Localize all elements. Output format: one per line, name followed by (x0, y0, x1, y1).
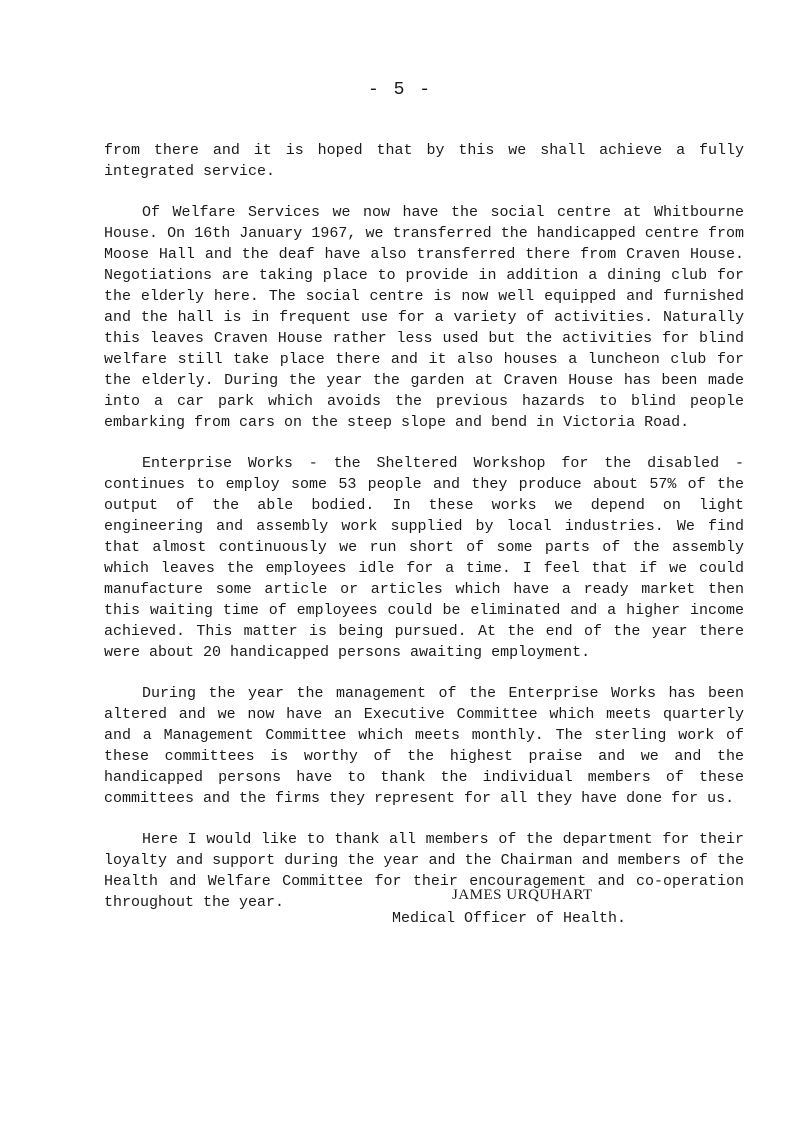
paragraph-welfare-services: Of Welfare Services we now have the social centre at Whitbourne House. On 16th January 1967, we transferred the handicapped centre from Moose Hall and the deaf have also transferred there from Craven House. Negotiations are taking place to provide in addition a dining club for the elderly here. The social centre is now well equipped and furnished and the hall is in frequent use for a variety of activities. Naturally this leaves Craven House rather less used but the activities for blind welfare still take place there and it also houses a luncheon club for the elderly. During the year the garden at Craven House has been made into a car park which avoids the previous hazards to blind people embarking from cars on the steep slope and bend in Victoria Road. (104, 204, 744, 431)
paragraph-thanks: Here I would like to thank all members of the department for their loyalty and support during the year and the Chairman and members of the Health and Welfare Committee for their encouragement and co-operation throughout the year. (104, 831, 744, 911)
page-number: - 5 - (367, 80, 432, 100)
paragraph-management: During the year the management of the Enterprise Works has been altered and we now have an Executive Committee which meets quarterly and a Management Committee which meets monthly. The sterling work of these committees is worthy of the highest praise and we and the handicapped persons have to thank the individual members of these committees and the firms they represent for all they have done for us. (104, 685, 744, 807)
body-text (104, 140, 744, 933)
signature-block (392, 883, 627, 931)
signature-name: JAMES URQUHART (452, 887, 593, 903)
signature-title: Medical Officer of Health. (392, 910, 627, 927)
paragraph-enterprise-works: Enterprise Works - the Sheltered Workshop for the disabled - continues to employ some 53 people and they produce about 57% of the output of the able bodied. In these works we depend on light engineering and assembly work supplied by local industries. We find that almost continuously we run short of some parts of the assembly which leaves the employees idle for a time. I feel that if we could manufacture some article or articles which have a ready market then this waiting time of employees could be eliminated and a higher income achieved. This matter is being pursued. At the end of the year there were about 20 handicapped persons awaiting employment. (104, 455, 744, 661)
paragraph-continuation: from there and it is hoped that by this we shall achieve a fully integrated service. (104, 142, 744, 180)
